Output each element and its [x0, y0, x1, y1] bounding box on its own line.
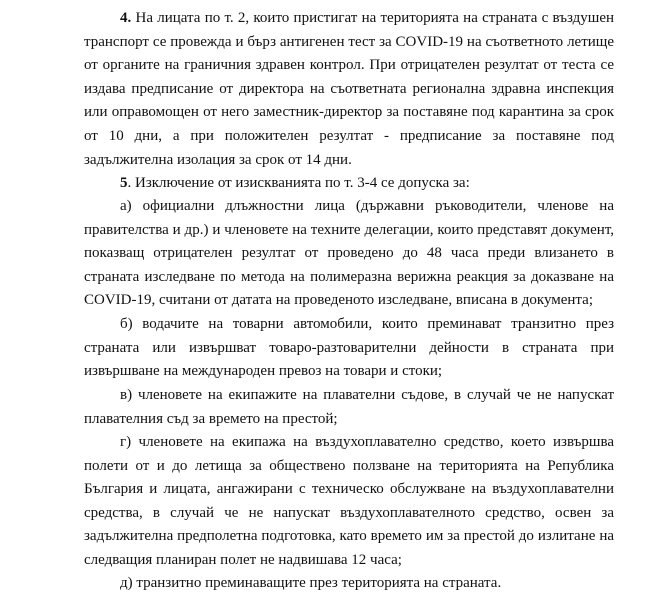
- paragraph-5-number: 5: [120, 175, 128, 191]
- exception-item-d: д) транзитно преминаващите през територията на страната.: [120, 575, 502, 591]
- paragraph-4-text: На лицата по т. 2, които пристигат на територията на страната с въздушен транспорт се провежда и бърз антигенен тест за COVID-19 на съответното летище от органите на граничния здравен контрол. При отрицателен резултат от теста се издава предписание от директора на съответната регионална здравна инспекция или оправомощен от него заместник-директор за поставяне под карантина за срок от 10 дни, а при положителен резултат - предписание за поставяне под задължителна изолация за срок от 14 дни.: [84, 10, 614, 168]
- paragraph-4-number: 4.: [120, 10, 132, 26]
- exception-item-a: а) официални длъжностни лица (държавни ръководители, членове на правителства и др.) и членовете на техните делегации, които представят документ, показващ отрицателен резултат от проведено до 48 часа преди влизането в страната изследване по метода на полимеразна верижна реакция за доказване на COVID-19, считани от датата на проведеното изследване, вписана в документа;: [84, 198, 614, 309]
- exception-item-b: б) водачите на товарни автомобили, които преминават транзитно през страната или извършват товаро-разтоварителни дейности в страната при извършване на международен превоз на товари и стоки;: [84, 316, 614, 380]
- exception-item-v: в) членовете на екипажите на плавателни съдове, в случай че не напускат плавателния съд за времето на престой;: [84, 387, 614, 427]
- paragraph-5-text: . Изключение от изискванията по т. 3-4 се допуска за:: [127, 175, 470, 191]
- paragraph-5: [84, 172, 614, 196]
- exception-item-g: г) членовете на екипажа на въздухоплавателно средство, което извършва полети от и до летища за обществено ползване на територията на Република България и лицата, ангажирани с техническо обслужване на въздухоплавателни средства, в случай че не напускат въздухоплавателното средство, освен за задължителна предполетна подготовка, като времето им за престой до излитане на следващия планиран полет не надвишава 12 часа;: [84, 434, 614, 568]
- paragraph-4: [84, 7, 614, 172]
